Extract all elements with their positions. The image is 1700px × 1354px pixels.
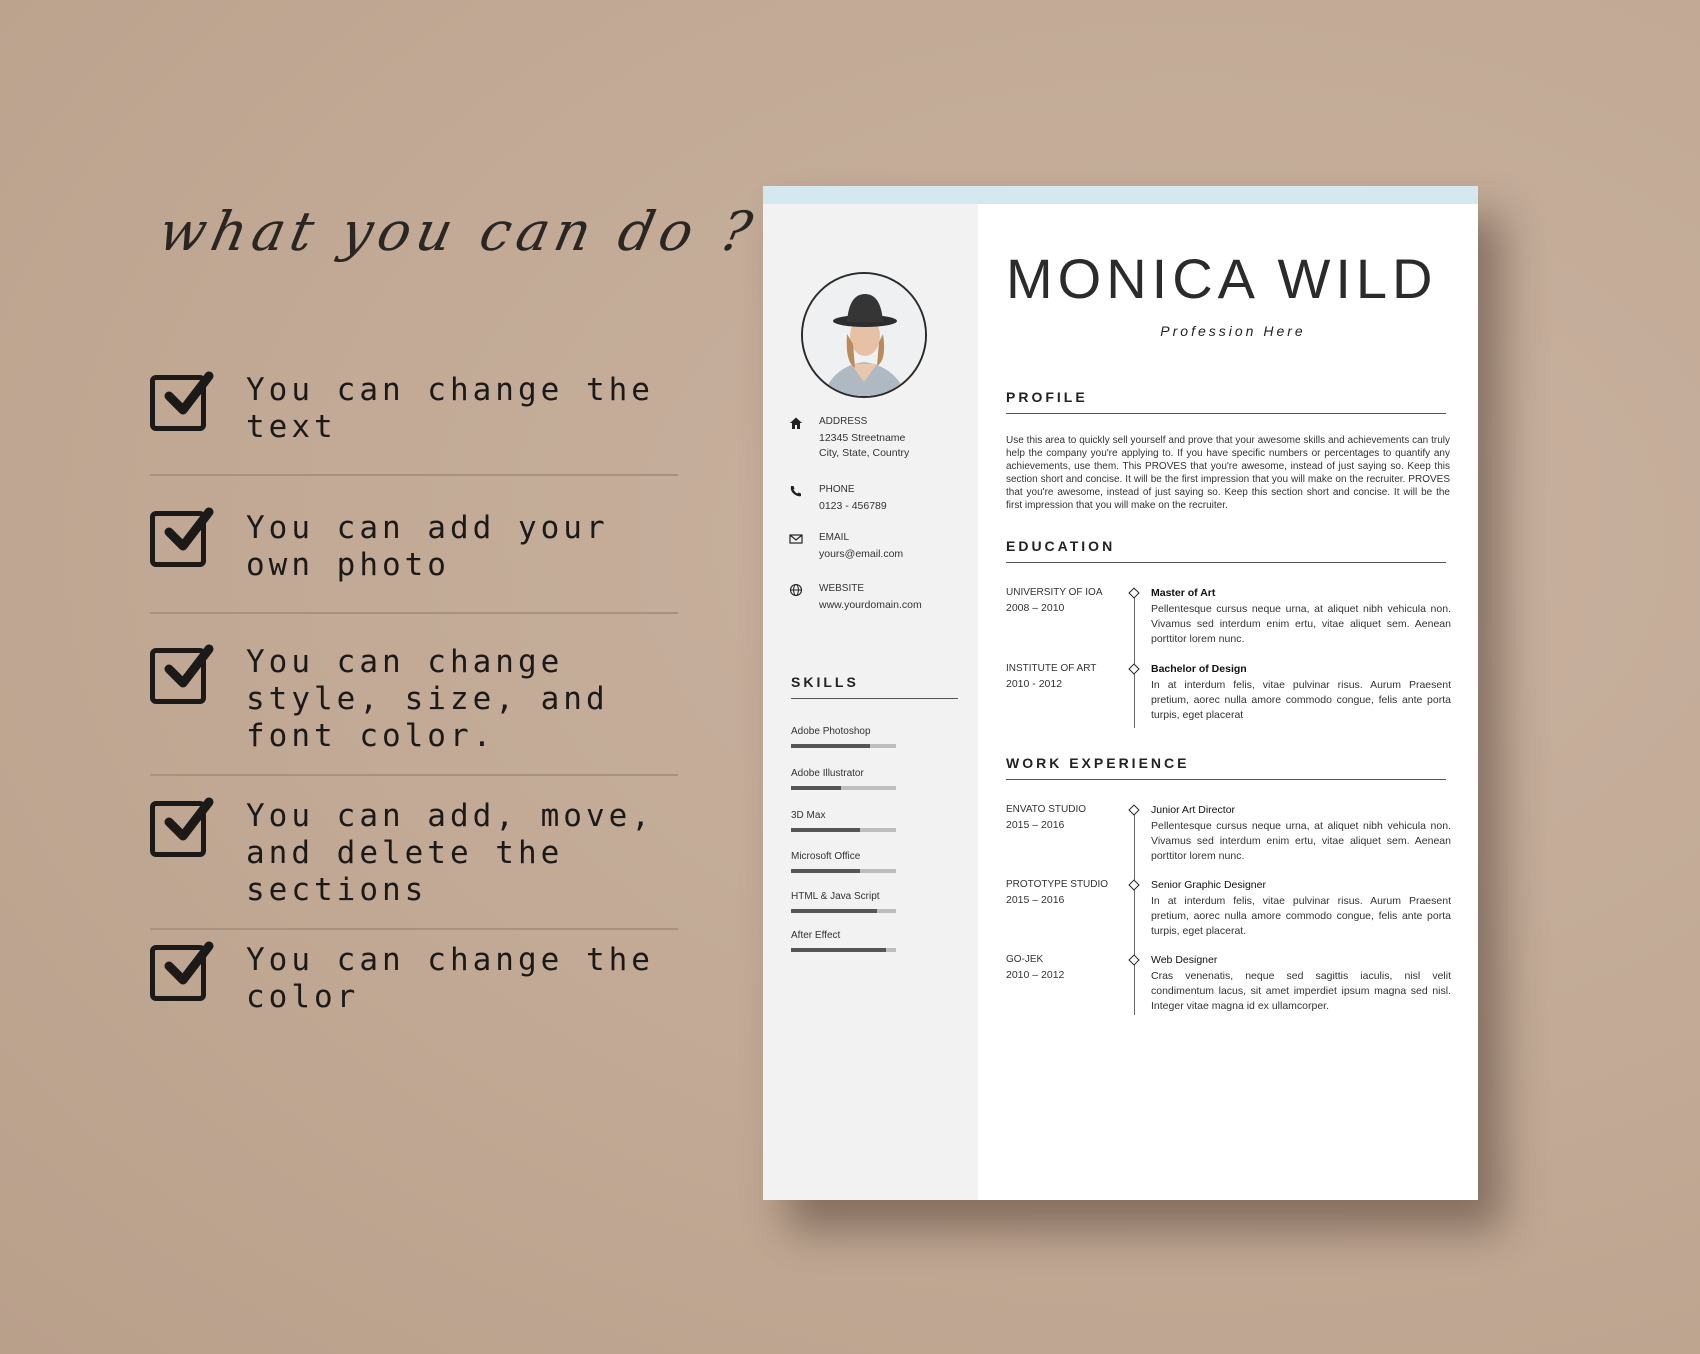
skill-item (791, 810, 901, 832)
contact-value: 12345 Streetname City, State, Country (819, 432, 910, 459)
checkbox-icon (150, 945, 206, 1001)
skill-item (791, 930, 901, 952)
skill-item (791, 726, 901, 748)
entry-years: 2015 – 2016 (1006, 894, 1065, 906)
entry-desc: In at interdum felis, vitae pulvinar risus. Aurum Praesent pretium, aorec nulla amore commodo congue, felis ante porta turpis, eget placerat (1151, 679, 1451, 721)
resume-sidebar (763, 204, 978, 1200)
contact-label: ADDRESS (819, 416, 868, 427)
skills-heading: SKILLS (791, 674, 958, 699)
feature-item (150, 352, 678, 476)
checkbox-icon (150, 511, 206, 567)
headline: what you can do ? (153, 200, 764, 263)
entry-desc: In at interdum felis, vitae pulvinar risus. Aurum Praesent pretium, aorec nulla amore commodo congue, felis ante porta turpis, eget placerat. (1151, 895, 1451, 937)
entry-org: PROTOTYPE STUDIO (1006, 879, 1109, 890)
entry-years: 2010 – 2012 (1006, 969, 1065, 981)
education-heading: EDUCATION (1006, 538, 1446, 563)
profile-photo[interactable] (801, 272, 927, 398)
skill-bar (791, 828, 896, 832)
skill-bar-fill (791, 948, 886, 952)
skill-bar-fill (791, 744, 870, 748)
skill-name: Adobe Illustrator (791, 768, 864, 779)
education-timeline (1134, 590, 1135, 728)
skill-name: Adobe Photoshop (791, 726, 871, 737)
skill-name: HTML & Java Script (791, 891, 880, 902)
entry-years: 2015 – 2016 (1006, 819, 1065, 831)
contact-label: EMAIL (819, 532, 850, 543)
entry-years: 2010 - 2012 (1006, 678, 1063, 690)
resume-page (763, 186, 1478, 1200)
home-icon (789, 416, 803, 430)
entry-org: ENVATO STUDIO (1006, 804, 1087, 815)
contact-value: 0123 - 456789 (819, 500, 887, 512)
skill-name: Microsoft Office (791, 851, 861, 862)
profile-text: Use this area to quickly sell yourself and prove that your awesome skills and achievements can truly help the company you're applying to. If you have specific numbers or percentages to quantify any achievements, use them. This PROVES that you're awesome, instead of just saying so. Keep this section short and concise. It will be the first impression that you will make on the recruiter. PROVES that you're awesome, instead of just saying so. Keep this section short and concise. It will be the first impression that you will make on the recruiter. (1006, 435, 1450, 511)
entry-desc: Pellentesque cursus neque urna, at aliquet nibh vehicula non. Vivamus sed interdum enim ertu, vitae aliquet sem. Aenean porttitor lorem nunc. (1151, 820, 1451, 862)
contact-value: yours@email.com (819, 548, 904, 560)
skill-name: After Effect (791, 930, 841, 941)
skill-bar (791, 786, 896, 790)
checkbox-icon (150, 375, 206, 431)
work-heading: WORK EXPERIENCE (1006, 755, 1446, 780)
profile-heading: PROFILE (1006, 389, 1446, 414)
feature-text: You can change the text (246, 372, 654, 445)
globe-icon (789, 583, 803, 597)
skill-item (791, 851, 901, 873)
feature-item (150, 930, 678, 1030)
mail-icon (789, 532, 803, 546)
skill-bar (791, 869, 896, 873)
entry-desc: Pellentesque cursus neque urna, at aliquet nibh vehicula non. Vivamus sed interdum enim ertu, vitae aliquet sem. Aenean porttitor lorem nunc. (1151, 603, 1451, 645)
skill-bar-fill (791, 828, 860, 832)
feature-item (150, 776, 678, 930)
skill-item (791, 768, 901, 790)
entry-title: Junior Art Director (1151, 804, 1236, 816)
feature-text: You can change the color (246, 942, 654, 1015)
contact-label: PHONE (819, 484, 855, 495)
entry-years: 2008 – 2010 (1006, 602, 1065, 614)
entry-title: Web Designer (1151, 954, 1218, 966)
resume-name: MONICA WILD (1006, 247, 1438, 310)
feature-item (150, 614, 678, 776)
phone-icon (789, 484, 803, 498)
entry-desc: Cras venenatis, neque sed sagittis iaculis, nisl velit condimentum lacus, sit amet imperdiet ipsum magna sed nisl. Integer vitae magna id ex ullamcorper. (1151, 970, 1451, 1012)
entry-org: INSTITUTE OF ART (1006, 663, 1097, 674)
skill-name: 3D Max (791, 810, 826, 821)
feature-text: You can add your own photo (246, 510, 609, 583)
resume-profession: Profession Here (1160, 323, 1306, 339)
skill-bar-fill (791, 909, 877, 913)
entry-title: Master of Art (1151, 587, 1216, 599)
feature-list (150, 352, 678, 1030)
feature-text: You can add, move, and delete the sections (246, 798, 654, 908)
contact-value: www.yourdomain.com (819, 599, 922, 611)
skill-bar-fill (791, 869, 860, 873)
skill-bar (791, 744, 896, 748)
skill-bar (791, 948, 896, 952)
work-timeline (1134, 807, 1135, 1015)
feature-text: You can change style, size, and font color. (246, 644, 609, 754)
checkbox-icon (150, 648, 206, 704)
skill-item (791, 891, 901, 913)
entry-org: GO-JEK (1006, 954, 1044, 965)
feature-item (150, 476, 678, 614)
skill-bar (791, 909, 896, 913)
resume-topbar (763, 186, 1478, 204)
entry-title: Bachelor of Design (1151, 663, 1247, 675)
contact-label: WEBSITE (819, 583, 865, 594)
entry-title: Senior Graphic Designer (1151, 879, 1266, 891)
checkbox-icon (150, 801, 206, 857)
skill-bar-fill (791, 786, 841, 790)
entry-org: UNIVERSITY OF IOA (1006, 587, 1103, 598)
